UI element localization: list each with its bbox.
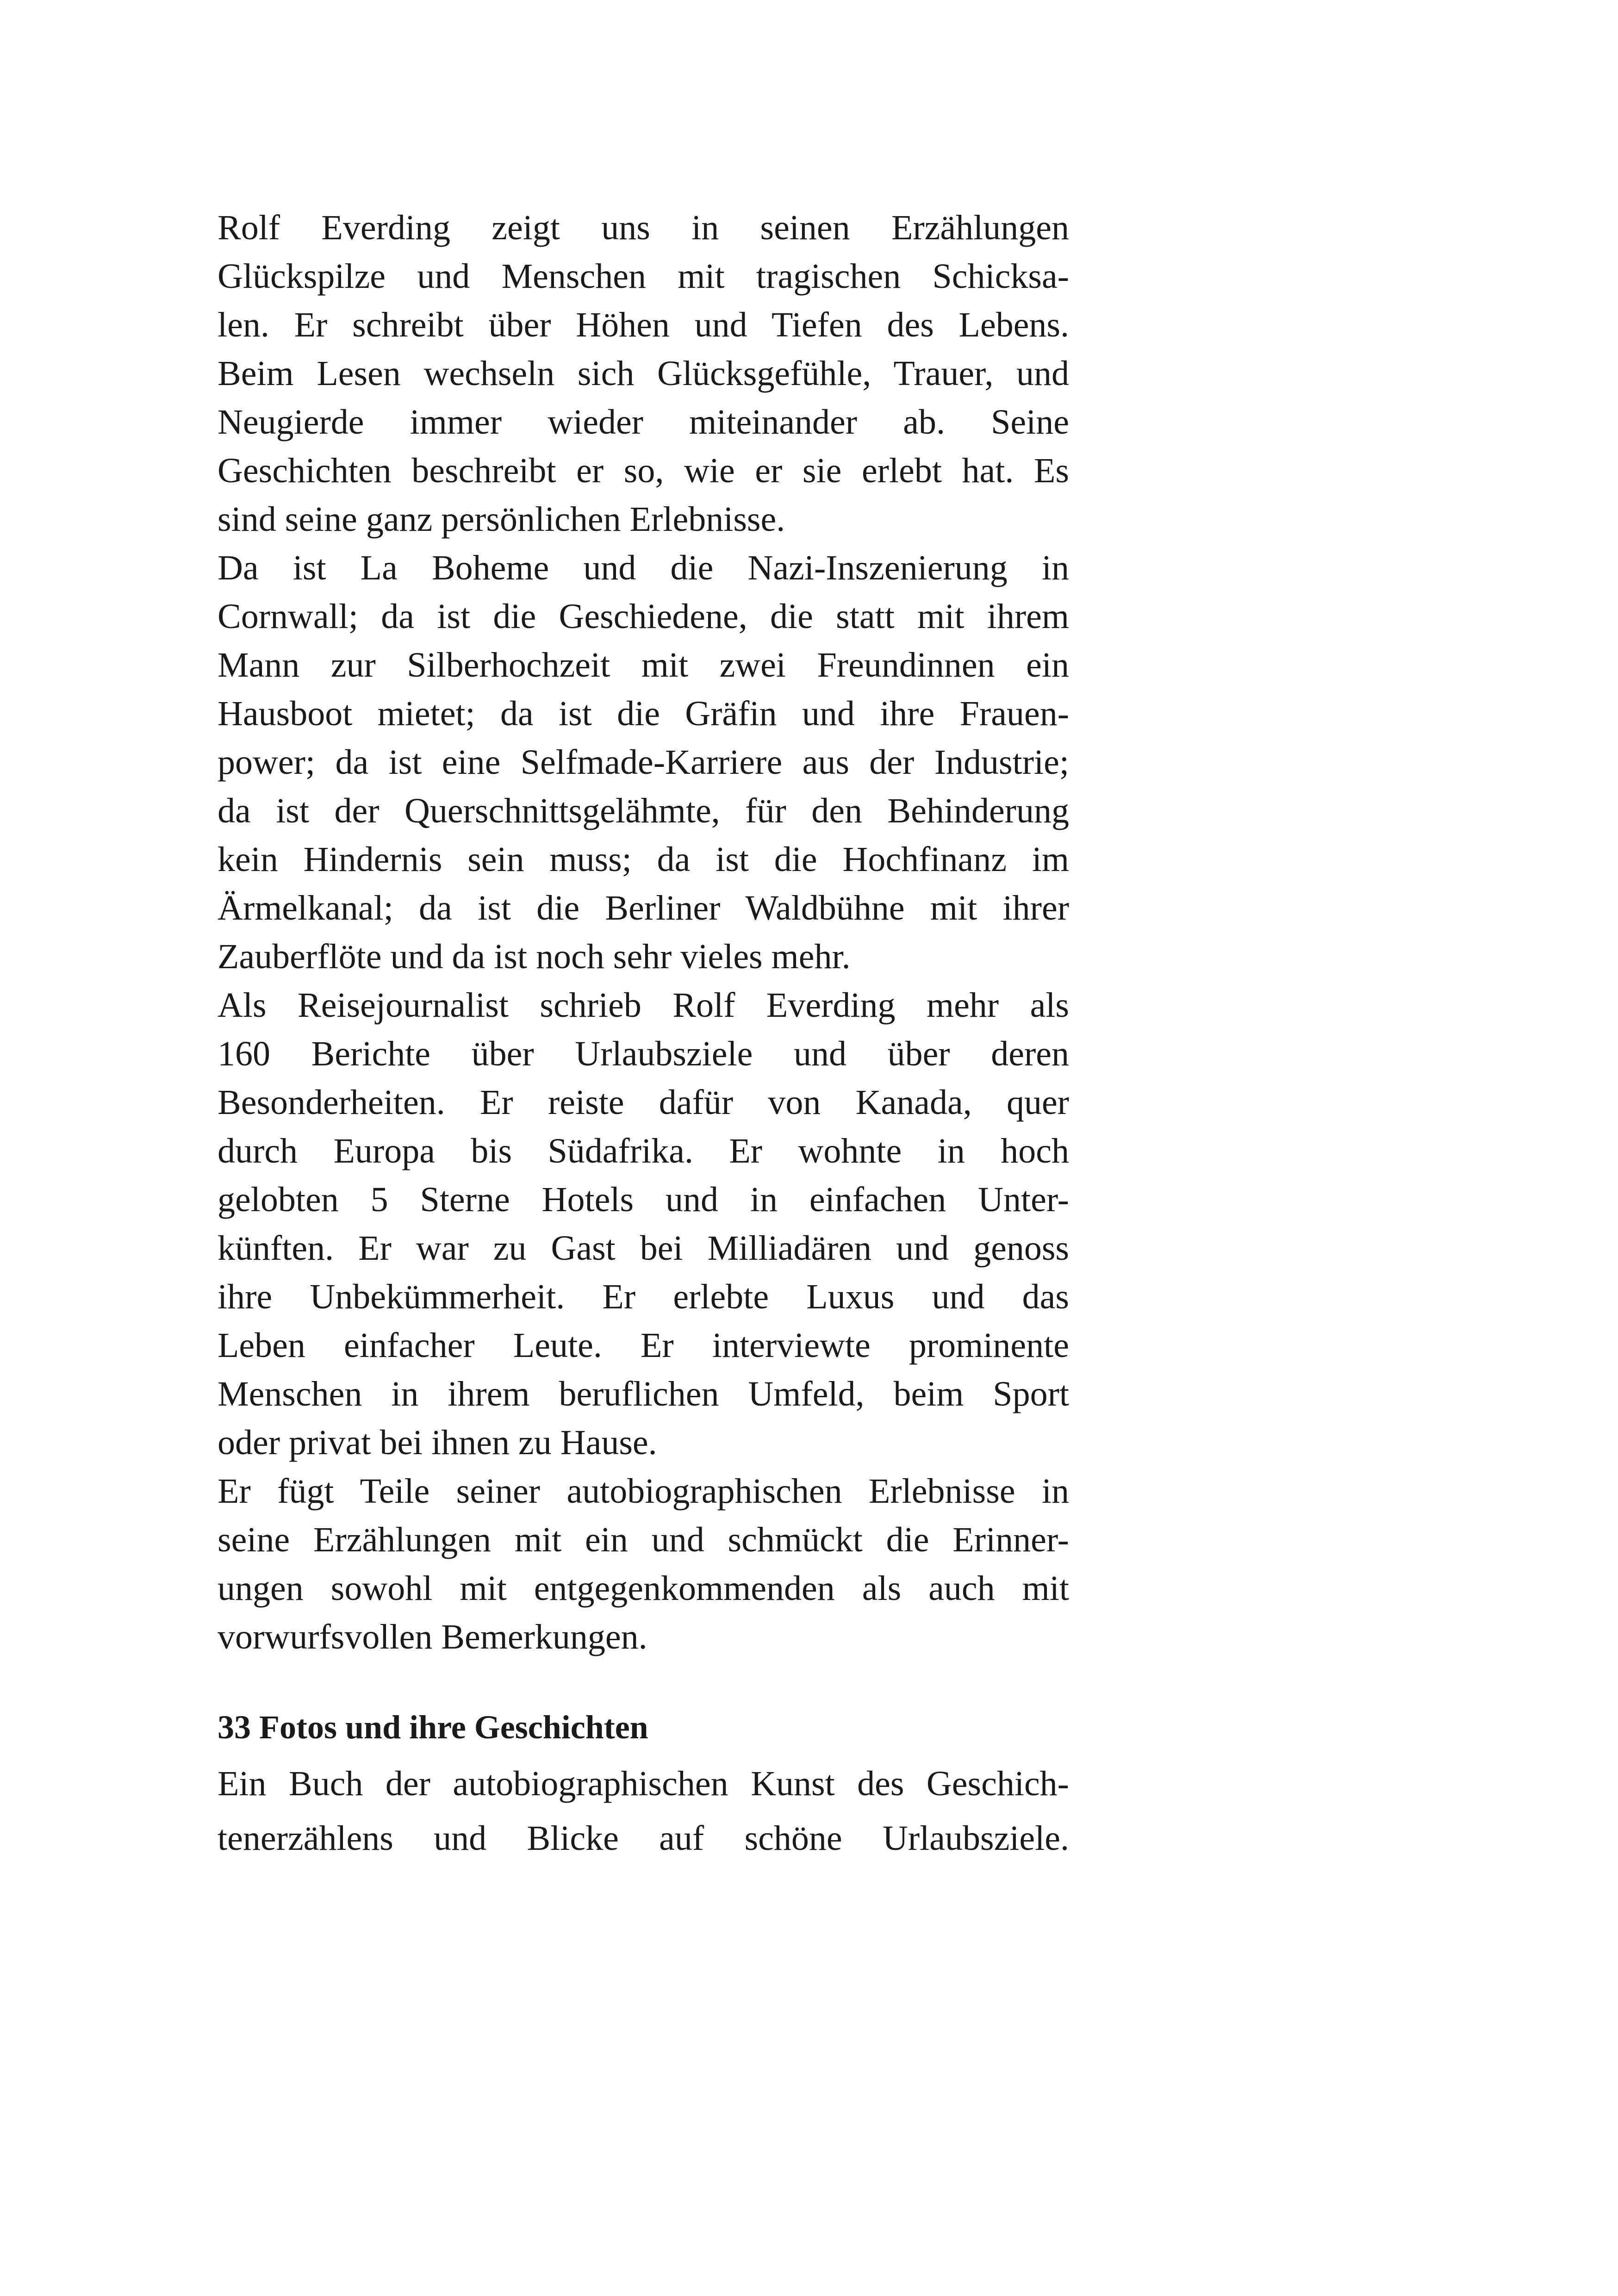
section-heading: 33 Fotos und ihre Geschichten xyxy=(218,1709,648,1746)
text-line: gelobten 5 Sterne Hotels und in einfachen Unter- xyxy=(218,1180,1069,1219)
text-line: power; da ist eine Selfmade-Karriere aus der Industrie; xyxy=(218,743,1069,782)
text-line: kein Hindernis sein muss; da ist die Hochfinanz im xyxy=(218,840,1069,879)
tagline-line: Ein Buch der autobiographischen Kunst des Geschich- xyxy=(218,1764,1069,1803)
text-line: Er fügt Teile seiner autobiographischen Erlebnisse in xyxy=(218,1472,1069,1511)
text-line: Menschen in ihrem beruflichen Umfeld, beim Sport xyxy=(218,1375,1069,1413)
text-line: Als Reisejournalist schrieb Rolf Everding mehr als xyxy=(218,986,1069,1025)
text-line: Geschichten beschreibt er so, wie er sie erlebt hat. Es xyxy=(218,451,1069,490)
text-line: Rolf Everding zeigt uns in seinen Erzählungen xyxy=(218,208,1069,247)
text-line: sind seine ganz persönlichen Erlebnisse. xyxy=(218,500,785,539)
text-line: Hausboot mietet; da ist die Gräfin und ihre Frauen- xyxy=(218,694,1069,733)
body-text xyxy=(218,204,1069,1661)
text-line: Beim Lesen wechseln sich Glücksgefühle, Trauer, und xyxy=(218,354,1069,393)
text-line: Neugierde immer wieder miteinander ab. Seine xyxy=(218,403,1069,442)
text-line: durch Europa bis Südafrika. Er wohnte in hoch xyxy=(218,1132,1069,1170)
text-line: oder privat bei ihnen zu Hause. xyxy=(218,1423,657,1462)
text-line: ungen sowohl mit entgegenkommenden als auch mit xyxy=(218,1569,1069,1608)
text-line: Cornwall; da ist die Geschiedene, die statt mit ihrem xyxy=(218,597,1069,636)
text-line: Zauberflöte und da ist noch sehr vieles mehr. xyxy=(218,937,851,976)
tagline xyxy=(218,1756,1069,1866)
text-line: Ärmelkanal; da ist die Berliner Waldbühne mit ihrer xyxy=(218,889,1069,927)
text-line: ihre Unbekümmerheit. Er erlebte Luxus und das xyxy=(218,1277,1069,1316)
text-line: len. Er schreibt über Höhen und Tiefen des Lebens. xyxy=(218,305,1069,344)
text-line: seine Erzählungen mit ein und schmückt die Erinner- xyxy=(218,1520,1069,1559)
tagline-line: tenerzählens und Blicke auf schöne Urlaubsziele. xyxy=(218,1819,1069,1858)
text-line: Glückspilze und Menschen mit tragischen Schicksa- xyxy=(218,257,1069,296)
text-line: Mann zur Silberhochzeit mit zwei Freundinnen ein xyxy=(218,646,1069,684)
text-line: Leben einfacher Leute. Er interviewte prominente xyxy=(218,1326,1069,1365)
text-line: da ist der Querschnittsgelähmte, für den Behinderung xyxy=(218,791,1069,830)
text-line: vorwurfsvollen Bemerkungen. xyxy=(218,1618,647,1656)
text-line: Da ist La Boheme und die Nazi-Inszenierung in xyxy=(218,548,1069,587)
text-line: künften. Er war zu Gast bei Milliadären und genoss xyxy=(218,1229,1069,1268)
text-line: 160 Berichte über Urlaubsziele und über deren xyxy=(218,1034,1069,1073)
text-line: Besonderheiten. Er reiste dafür von Kanada, quer xyxy=(218,1083,1069,1122)
